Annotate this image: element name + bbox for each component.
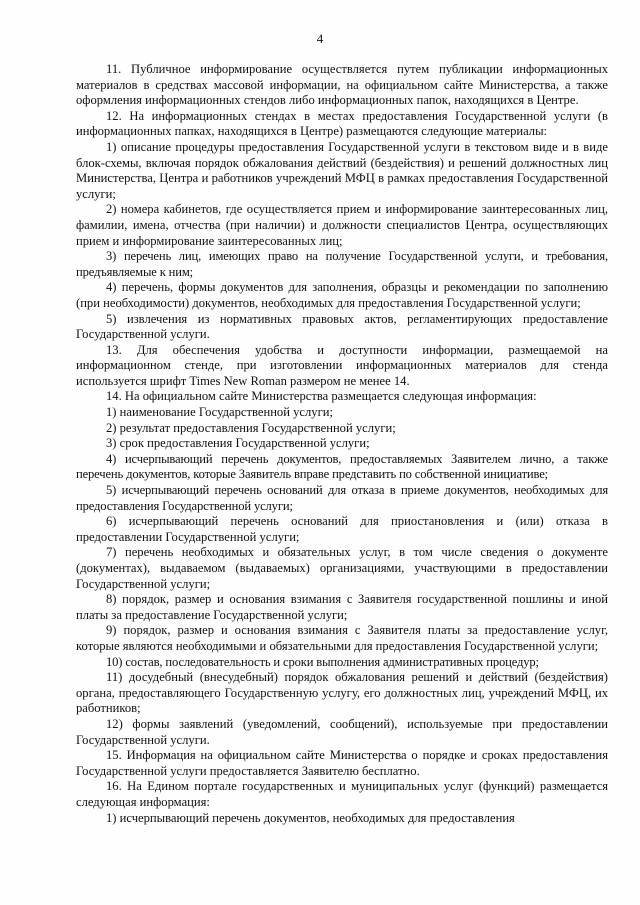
paragraph-14-item-3: 3) срок предоставления Государственной услуги; [106,436,370,451]
paragraph-13: 13. Для обеспечения удобства и доступности информации, размещаемой на информационном стенде, при изготовлении информационных материалов для стенда используется шрифт Times New Roman размером не менее 14. [76,342,608,388]
paragraph-16: 16. На Едином портале государственных и муниципальных услуг (функций) размещается следующая информация: [76,779,608,809]
document-body [76,62,608,826]
paragraph-12-item-2: 2) номера кабинетов, где осуществляется прием и информирование заинтересованных лиц, фамилии, имена, отчества (при наличии) и должности специалистов Центра, осуществляющих прием и информирование заинтересованных лиц; [76,202,608,248]
paragraph-12-item-4: 4) перечень, формы документов для заполнения, образцы и рекомендации по заполнению (при необходимости) документов, необходимых для предоставления Государственной услуги; [76,280,608,310]
paragraph-15: 15. Информация на официальном сайте Министерства о порядке и сроках предоставления Государственной услуги предоставляется Заявителю бесплатно. [76,748,608,778]
paragraph-16-item-1: 1) исчерпывающий перечень документов, необходимых для предоставления [106,810,515,825]
paragraph-14-item-8: 8) порядок, размер и основания взимания с Заявителя государственной пошлины и иной платы за предоставление Государственной услуги; [76,592,608,622]
paragraph-14-item-4: 4) исчерпывающий перечень документов, предоставляемых Заявителем лично, а также перечень документов, которые Заявитель вправе представить по собственной инициативе; [76,451,608,482]
paragraph-14-item-9: 9) порядок, размер и основания взимания с Заявителя платы за предоставление услуг, которые являются необходимыми и обязательными для предоставления Государственной услуги; [76,623,608,653]
page-number: 4 [316,31,324,46]
paragraph-14-item-12: 12) формы заявлений (уведомлений, сообщений), используемые при предоставлении Государственной услуги. [76,716,608,747]
paragraph-14-item-2: 2) результат предоставления Государственной услуги; [106,420,396,435]
paragraph-14-item-7: 7) перечень необходимых и обязательных услуг, в том числе сведения о документе (документах), выдаваемом (выдаваемых) организациями, участвующими в предоставлении Государственной услуги; [76,545,608,591]
paragraph-14-item-6: 6) исчерпывающий перечень оснований для приостановления и (или) отказа в предоставлении Государственной услуги; [76,514,608,544]
paragraph-14-item-11: 11) досудебный (внесудебный) порядок обжалования решений и действий (бездействия) органа, предоставляющего Государственную услугу, его должностных лиц, учреждений МФЦ, их работников; [76,670,608,716]
paragraph-12-item-3: 3) перечень лиц, имеющих право на получение Государственной услуги, и требования, предъявляемые к ним; [76,249,608,279]
paragraph-12: 12. На информационных стендах в местах предоставления Государственной услуги (в информационных папках, находящихся в Центре) размещаются следующие материалы: [76,108,608,139]
paragraph-14-item-10: 10) состав, последовательность и сроки выполнения административных процедур; [106,654,539,669]
paragraph-14-item-1: 1) наименование Государственной услуги; [106,405,333,420]
paragraph-12-item-1: 1) описание процедуры предоставления Государственной услуги в текстовом виде и в виде блок-схемы, включая порядок обжалования действий (бездействия) и решений должностных лиц Министерства, Центра и работников учреждений МФЦ в рамках предоставления Государственной услуги; [76,139,608,201]
paragraph-14-item-5: 5) исчерпывающий перечень оснований для отказа в приеме документов, необходимых для предоставления Государственной услуги; [76,483,608,513]
paragraph-14: 14. На официальном сайте Министерства размещается следующая информация: [106,389,537,404]
paragraph-11: 11. Публичное информирование осуществляется путем публикации информационных материалов в средствах массовой информации, на официальном сайте Министерства, а также оформления информационных стендов либо информационных папок, находящихся в Центре. [76,62,608,108]
paragraph-12-item-5: 5) извлечения из нормативных правовых актов, регламентирующих предоставление Государственной услуги. [76,311,608,342]
